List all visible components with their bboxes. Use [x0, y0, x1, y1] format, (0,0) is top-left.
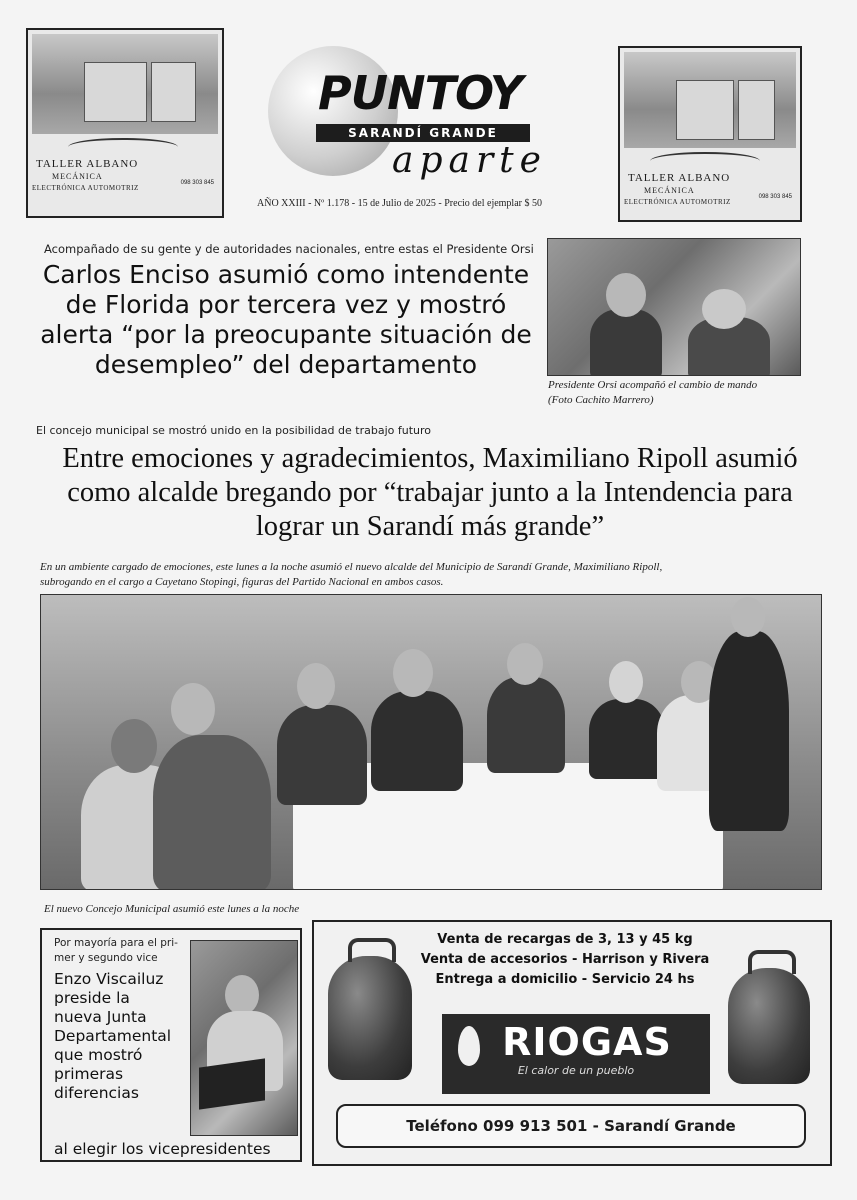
story2-headline: [30, 442, 830, 544]
photo-figure: [590, 309, 662, 376]
story3-photo[interactable]: [190, 940, 298, 1136]
story2-photo[interactable]: [40, 594, 822, 890]
gas-cylinder-icon: [728, 968, 810, 1084]
story3-kicker-line: mer y segundo vice: [54, 952, 158, 964]
photo-head: [225, 975, 259, 1015]
ad-riogas-phone[interactable]: Teléfono 099 913 501 - Sarandí Grande: [336, 1104, 806, 1148]
story2-headline-line: como alcalde bregando por “trabajar junto a la Intendencia para: [67, 477, 793, 508]
story1-headline-line: de Florida por tercera vez y mostró: [65, 290, 507, 319]
story2-lede-line: En un ambiente cargado de emociones, este lunes a la noche asumió el nuevo alcalde del Municipio de Sarandí Grande, Maximiliano Ripoll,: [40, 561, 663, 573]
riogas-slogan: El calor de un pueblo: [517, 1064, 635, 1077]
photo-head: [606, 273, 646, 317]
story3-headline-line: Enzo Viscailuz: [54, 970, 164, 988]
story3-headline-last: al elegir los vicepresidentes: [54, 1140, 271, 1158]
photo-figure: [371, 691, 463, 791]
ad-riogas-line: Entrega a domicilio - Servicio 24 hs: [435, 972, 695, 987]
ad-taller-left[interactable]: [26, 28, 224, 218]
photo-figure: [487, 677, 565, 773]
garage-door-image: [151, 62, 196, 122]
issue-line: AÑO XXIII - Nº 1.178 - 15 de Julio de 2025 - Precio del ejemplar $ 50: [257, 198, 542, 209]
story3-kicker: [54, 936, 178, 966]
story1-headline-line: alerta “por la preocupante situación de: [40, 320, 532, 349]
car-outline-icon: [68, 138, 178, 156]
story3-headline-line: preside la: [54, 989, 130, 1007]
story1-caption-line: (Foto Cachito Marrero): [548, 394, 654, 406]
flame-icon: [458, 1026, 480, 1066]
ad-taller-name: TALLER ALBANO: [36, 158, 139, 170]
story3-headline: [54, 970, 194, 1103]
ad-riogas[interactable]: [312, 920, 832, 1166]
masthead-subtitle: SARANDÍ GRANDE: [316, 124, 530, 142]
photo-head: [171, 683, 215, 735]
ad-taller-line2: ELECTRÓNICA AUTOMOTRIZ: [624, 198, 731, 206]
photo-head: [702, 289, 746, 329]
photo-figure: [589, 699, 665, 779]
ad-riogas-text: [410, 930, 720, 990]
story2-headline-line: Entre emociones y agradecimientos, Maximiliano Ripoll asumió: [62, 443, 798, 474]
ad-riogas-line: Venta de recargas de 3, 13 y 45 kg: [437, 932, 693, 947]
garage-door-image: [84, 62, 147, 122]
riogas-logo: [442, 1014, 710, 1094]
garage-door-image: [738, 80, 776, 140]
masthead-aparte: aparte: [392, 140, 547, 181]
car-outline-icon: [650, 152, 760, 170]
masthead-title: PUNTOY: [318, 66, 523, 120]
ad-taller-phone: 098 303 845: [180, 180, 214, 186]
photo-figure: [153, 735, 271, 890]
story3-headline-line: nueva Junta: [54, 1008, 147, 1026]
gas-cylinder-icon: [328, 956, 412, 1080]
ad-taller-line2: ELECTRÓNICA AUTOMOTRIZ: [32, 184, 139, 192]
ad-taller-right[interactable]: [618, 46, 802, 222]
story2-kicker: El concejo municipal se mostró unido en la posibilidad de trabajo futuro: [36, 424, 431, 437]
story1-caption-line: Presidente Orsi acompañó el cambio de mando: [548, 379, 758, 391]
story1-headline: [30, 260, 542, 380]
ad-taller-photo: [32, 34, 218, 134]
story3-headline-line: primeras: [54, 1065, 124, 1083]
story2-lede: [40, 560, 830, 590]
story3-headline-line: diferencias: [54, 1084, 139, 1102]
story3-headline-line: que mostró: [54, 1046, 143, 1064]
story3-kicker-line: Por mayoría para el pri-: [54, 937, 178, 949]
story1-headline-line: Carlos Enciso asumió como intendente: [42, 260, 530, 289]
ad-taller-name: TALLER ALBANO: [628, 172, 731, 184]
ad-taller-line1: MECÁNICA: [644, 186, 695, 195]
photo-figure: [277, 705, 367, 805]
photo-laptop: [199, 1058, 265, 1109]
story1-kicker: Acompañado de su gente y de autoridades nacionales, entre estas el Presidente Orsi: [44, 242, 534, 256]
ad-riogas-line: Venta de accesorios - Harrison y Rivera: [420, 952, 710, 967]
photo-head: [731, 597, 765, 637]
ad-taller-phone: 098 303 845: [758, 194, 792, 200]
story2-headline-line: lograr un Sarandí más grande”: [255, 511, 605, 542]
story2-caption: El nuevo Concejo Municipal asumió este lunes a la noche: [44, 903, 300, 915]
photo-head: [507, 643, 543, 685]
story1-photo[interactable]: [547, 238, 801, 376]
story2-lede-line: subrogando en el cargo a Cayetano Stopingi, figuras del Partido Nacional en ambos casos.: [40, 576, 444, 588]
photo-head: [393, 649, 433, 697]
ad-taller-line1: MECÁNICA: [52, 172, 103, 181]
photo-figure: [709, 631, 789, 831]
story3-headline-line: Departamental: [54, 1027, 172, 1045]
ad-taller-photo: [624, 52, 796, 148]
story1-caption: [548, 378, 808, 408]
story3-box[interactable]: [40, 928, 302, 1162]
riogas-brand: RIOGAS: [502, 1020, 672, 1064]
photo-head: [111, 719, 157, 773]
garage-door-image: [676, 80, 734, 140]
photo-head: [297, 663, 335, 709]
story1-headline-line: desempleo” del departamento: [94, 350, 478, 379]
photo-head: [609, 661, 643, 703]
